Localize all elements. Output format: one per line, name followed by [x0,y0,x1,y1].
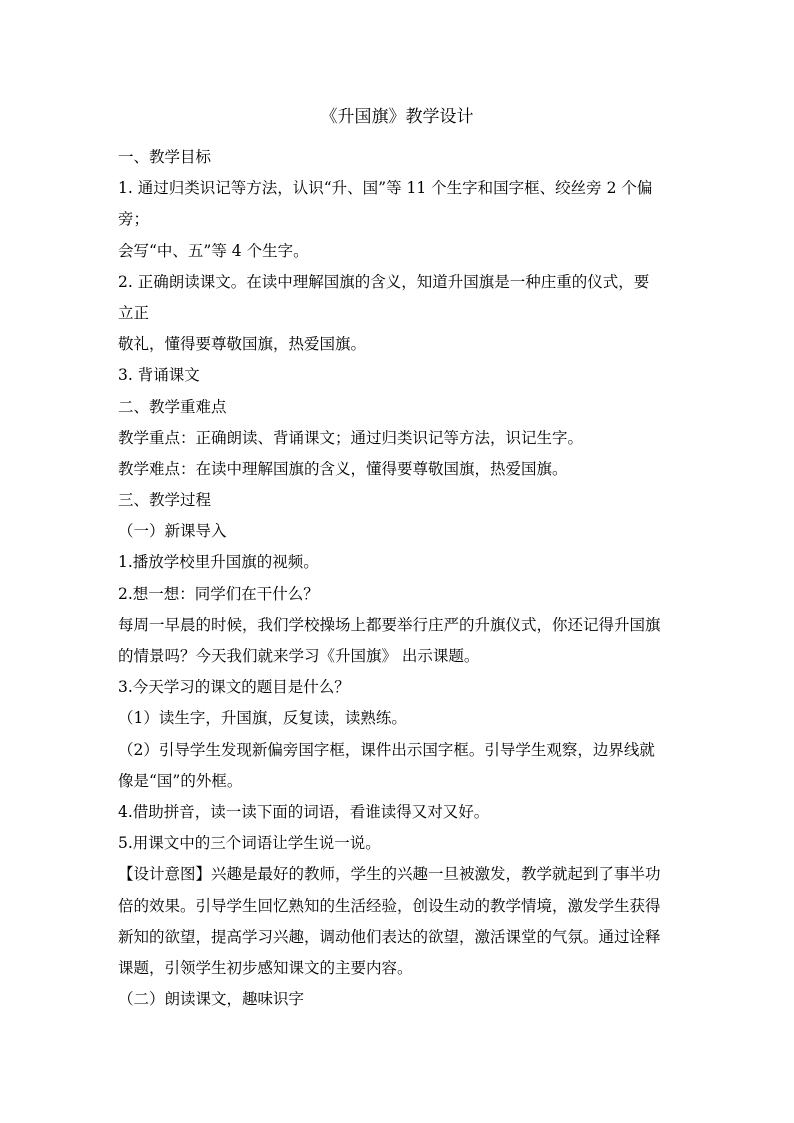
text-line: 课题，引领学生初步感知课文的主要内容。 [118,958,413,977]
text-line: 1. 通过归类识记等方法，认识“升、国”等 11 个生字和国字框、绞丝旁 2 个偏 [118,179,653,198]
text-line: 三、教学过程 [118,491,212,510]
text-line: 每周一早晨的时候，我们学校操场上都要举行庄严的升旗仪式，你还记得升国旗 [118,615,661,634]
text-line: 旁； [118,210,150,229]
text-line: 敬礼，懂得要尊敬国旗，热爱国旗。 [118,335,367,354]
text-line: 1.播放学校里升国旗的视频。 [118,553,319,572]
text-line: 会写“中、五”等 4 个生字。 [118,241,309,260]
text-line: （1）读生字，升国旗，反复读，读熟练。 [118,709,407,728]
text-line: （二）朗读课文，趣味识字 [118,990,305,1009]
text-line: 3.今天学习的课文的题目是什么？ [118,678,350,697]
text-line: 新知的欲望，提高学习兴趣，调动他们表达的欲望，激活课堂的气氛。通过诠释 [118,927,661,946]
text-line: 二、教学重难点 [118,397,227,416]
text-line: （一）新课导入 [118,522,227,541]
text-line: （2）引导学生发现新偏旁国字框，课件出示国字框。引导学生观察，边界线就 [118,740,655,759]
text-line: 5.用课文中的三个词语让学生说一说。 [118,834,381,853]
text-line: 2. 正确朗读课文。在读中理解国旗的含义，知道升国旗是一种庄重的仪式，要 [118,272,650,291]
text-line: 4.借助拼音，读一读下面的词语，看谁读得又对又好。 [118,802,490,821]
text-line: 3. 背诵课文 [118,366,200,385]
text-line: 立正 [118,303,150,322]
text-line: 教学难点：在读中理解国旗的含义，懂得要尊敬国旗，热爱国旗。 [118,459,568,478]
text-line: 像是“国”的外框。 [118,771,243,790]
document-title: 《升国旗》教学设计 [320,107,474,127]
text-line: 一、教学目标 [118,148,212,166]
document-body [118,142,678,1015]
text-line: 教学重点：正确朗读、背诵课文；通过归类识记等方法，识记生字。 [118,428,584,447]
text-line: 的情景吗？今天我们就来学习《升国旗》 出示课题。 [118,647,480,665]
text-line: 2.想一想：同学们在干什么？ [118,584,319,603]
text-line: 【设计意图】兴趣是最好的教师，学生的兴趣一旦被激发，教学就起到了事半功 [118,865,661,884]
text-line: 倍的效果。引导学生回忆熟知的生活经验，创设生动的教学情境，激发学生获得 [118,896,661,915]
